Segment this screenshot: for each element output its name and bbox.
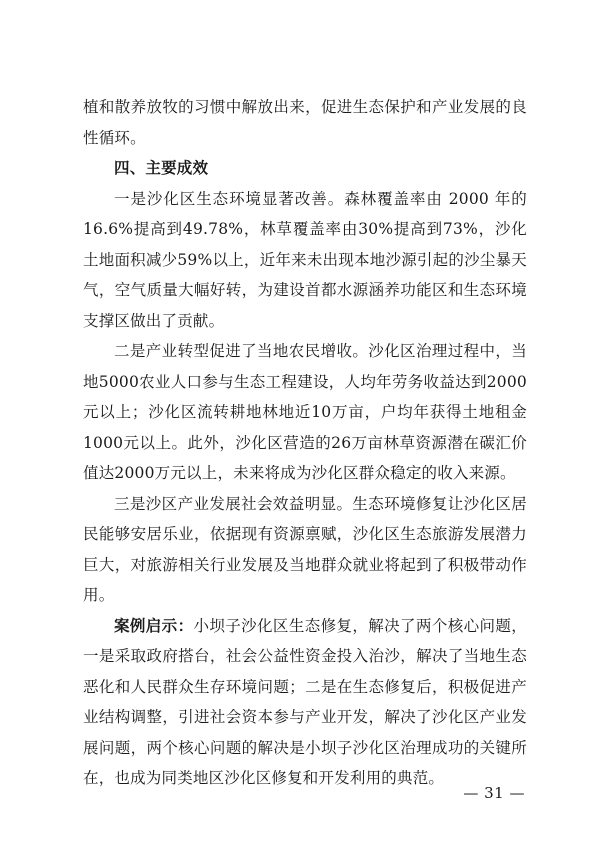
paragraph-body: 森林覆盖率由 2000 年的16.6%提高到49.78%，林草覆盖率由30%提高到73%，沙化土地面积减少59%以上，近年来未出现本地沙源引起的沙尘暴天气，空气质量大幅好转，为建设首都水源涵养功能区和生态环境支撑区做出了贡献。 [83,189,527,330]
paragraph-lead: 三是沙区产业发展社会效益明显。 [114,494,353,513]
paragraph-body: 生态环境修复让沙化区居民能够安居乐业，依据现有资源禀赋，沙化区生态旅游发展潜力巨大，对旅游相关行业发展及当地群众就业将起到了积极带动作用。 [83,494,527,604]
paragraph-ecology [83,184,527,337]
paragraph-body: 沙化区治理过程中，当地5000农业人口参与生态工程建设，人均年劳务收益达到2000元以上；沙化区流转耕地林地近10万亩，户均年获得土地租金1000元以上。此外，沙化区营造的26万亩林草资源潜在碳汇价值达2000万元以上，未来将成为沙化区群众稳定的收入来源。 [83,342,527,482]
paragraph-social [83,489,527,611]
paragraph-income [83,336,527,489]
case-insight-label: 案例启示： [114,616,194,635]
paragraph-lead: 二是产业转型促进了当地农民增收。 [114,342,369,360]
page-number: — 31 — [463,784,525,802]
paragraph-body: 小坝子沙化区生态修复，解决了两个核心问题，一是采取政府搭台，社会公益性资金投入治沙，解决了当地生态恶化和人民群众生存环境问题；二是在生态修复后，积极促进产业结构调整，引进社会资本参与产业开发，解决了沙化区产业发展问题，两个核心问题的解决是小坝子沙化区治理成功的关键所在，也成为同类地区沙化区修复和开发利用的典范。 [83,616,527,787]
paragraph-lead: 一是沙化区生态环境显著改善。 [114,189,345,208]
section-heading: 四、主要成效 [114,159,209,177]
body-text [83,92,527,794]
paragraph-continued: 植和散养放牧的习惯中解放出来，促进生态保护和产业发展的良性循环。 [83,98,527,147]
paragraph-case-insight [83,611,527,794]
